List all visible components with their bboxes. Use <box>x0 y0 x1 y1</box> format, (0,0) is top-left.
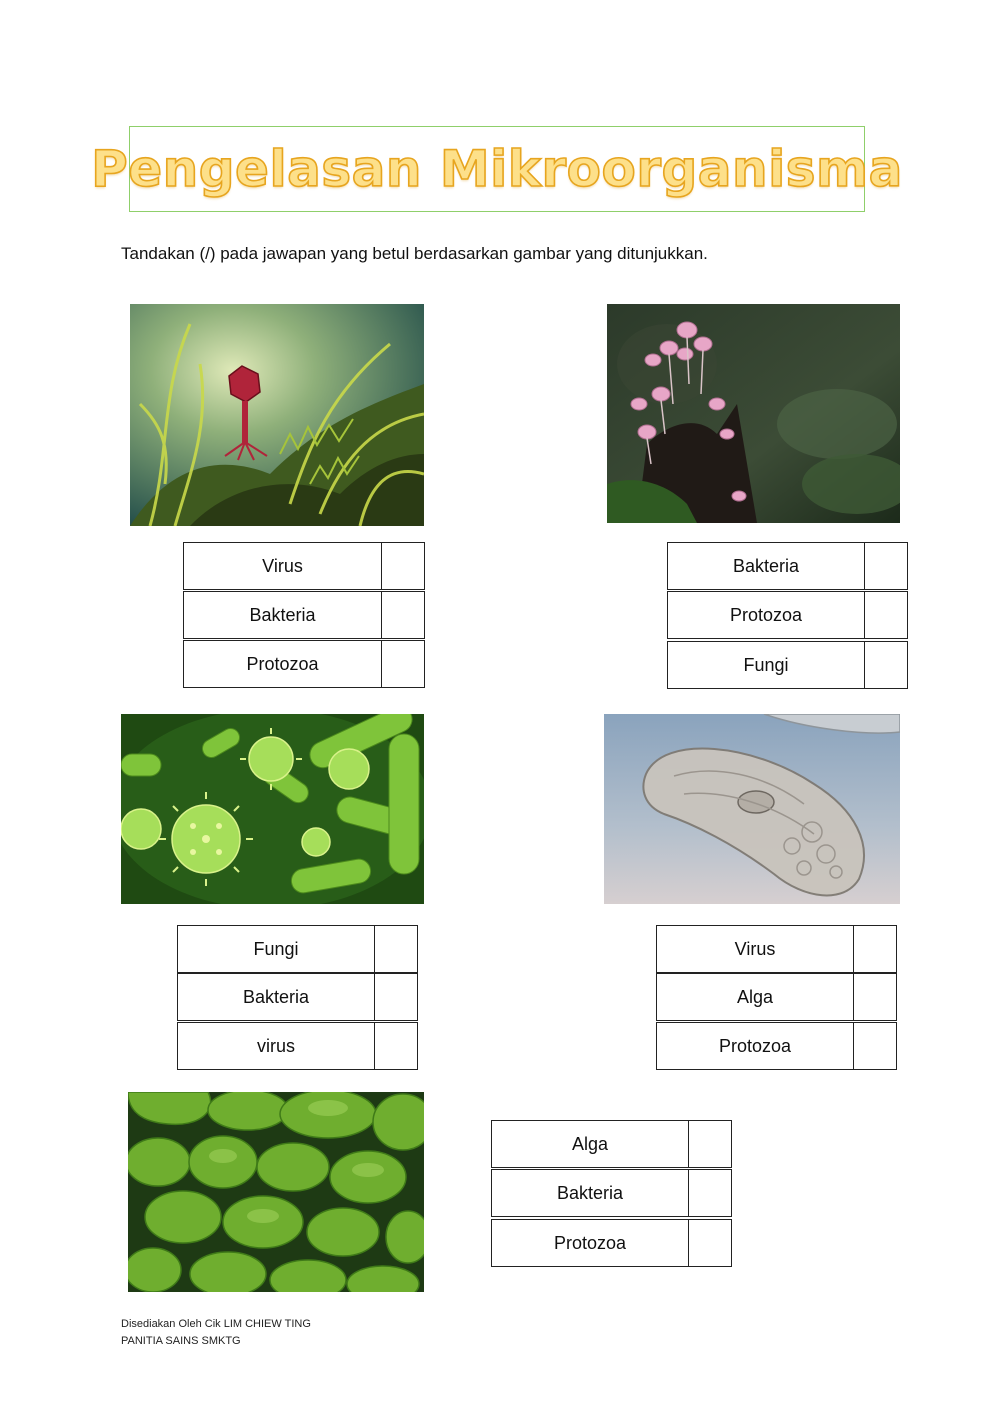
answer-checkbox[interactable] <box>381 640 425 688</box>
answer-checkbox[interactable] <box>853 1022 897 1070</box>
bacteria-image <box>121 714 424 904</box>
instruction-text: Tandakan (/) pada jawapan yang betul berdasarkan gambar yang ditunjukkan. <box>121 244 708 263</box>
footer-panel: PANITIA SAINS SMKTG <box>121 1335 241 1347</box>
option-label: virus <box>177 1022 375 1070</box>
option-label: Protozoa <box>656 1022 854 1070</box>
option-label: Virus <box>656 925 854 973</box>
protozoa-image <box>604 714 900 904</box>
answer-checkbox[interactable] <box>374 1022 418 1070</box>
answer-checkbox[interactable] <box>374 925 418 973</box>
answer-checkbox[interactable] <box>374 973 418 1021</box>
answer-checkbox[interactable] <box>853 973 897 1021</box>
option-label: Alga <box>491 1120 689 1168</box>
answer-checkbox[interactable] <box>864 641 908 689</box>
footer <box>121 1316 311 1350</box>
answer-checkbox[interactable] <box>688 1219 732 1267</box>
answer-checkbox[interactable] <box>688 1120 732 1168</box>
option-label: Bakteria <box>667 542 865 590</box>
answer-checkbox[interactable] <box>864 542 908 590</box>
virus-image <box>130 304 424 526</box>
option-label: Protozoa <box>667 591 865 639</box>
option-label: Protozoa <box>183 640 382 688</box>
algae-image <box>128 1092 424 1292</box>
footer-author: Disediakan Oleh Cik LIM CHIEW TING <box>121 1318 311 1330</box>
option-label: Protozoa <box>491 1219 689 1267</box>
answer-checkbox[interactable] <box>381 591 425 639</box>
answer-checkbox[interactable] <box>688 1169 732 1217</box>
answer-checkbox[interactable] <box>864 591 908 639</box>
answer-checkbox[interactable] <box>853 925 897 973</box>
title-box <box>91 126 903 212</box>
option-label: Bakteria <box>177 973 375 1021</box>
option-label: Fungi <box>667 641 865 689</box>
answer-checkbox[interactable] <box>381 542 425 590</box>
option-label: Bakteria <box>183 591 382 639</box>
page-title: Pengelasan Mikroorganisma <box>91 140 903 198</box>
option-label: Alga <box>656 973 854 1021</box>
option-label: Bakteria <box>491 1169 689 1217</box>
mushroom-image <box>607 304 900 523</box>
option-label: Fungi <box>177 925 375 973</box>
option-label: Virus <box>183 542 382 590</box>
